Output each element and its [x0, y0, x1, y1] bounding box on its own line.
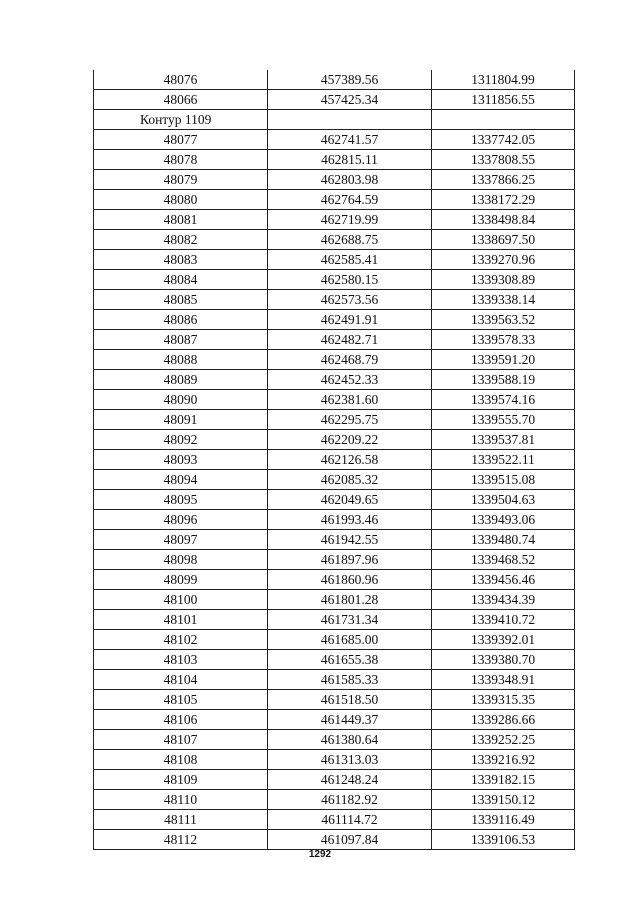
- table-row: [94, 790, 575, 810]
- y-coordinate-cell: 1339216.92: [432, 750, 575, 770]
- table-row: [94, 330, 575, 350]
- x-coordinate-cell: 461897.96: [268, 550, 432, 570]
- y-coordinate-cell: 1339308.89: [432, 270, 575, 290]
- y-coordinate-cell: 1311856.55: [432, 90, 575, 110]
- table-row: [94, 550, 575, 570]
- point-number-cell: 48101: [94, 610, 268, 630]
- point-number-cell: 48104: [94, 670, 268, 690]
- point-number-cell: 48095: [94, 490, 268, 510]
- point-number-cell: 48084: [94, 270, 268, 290]
- point-number-cell: 48103: [94, 650, 268, 670]
- y-coordinate-cell: 1339563.52: [432, 310, 575, 330]
- x-coordinate-cell: 461585.33: [268, 670, 432, 690]
- y-coordinate-cell: 1339504.63: [432, 490, 575, 510]
- point-number-cell: 48105: [94, 690, 268, 710]
- table-row: [94, 750, 575, 770]
- table-row: [94, 210, 575, 230]
- x-coordinate-cell: 461313.03: [268, 750, 432, 770]
- x-coordinate-cell: 462491.91: [268, 310, 432, 330]
- table-row: [94, 510, 575, 530]
- y-coordinate-cell: 1339252.25: [432, 730, 575, 750]
- y-coordinate-cell: 1339182.15: [432, 770, 575, 790]
- table-row: [94, 170, 575, 190]
- point-number-cell: 48102: [94, 630, 268, 650]
- x-coordinate-cell: 457425.34: [268, 90, 432, 110]
- y-coordinate-cell: 1339468.52: [432, 550, 575, 570]
- point-number-cell: 48096: [94, 510, 268, 530]
- point-number-cell: 48087: [94, 330, 268, 350]
- table-row: [94, 190, 575, 210]
- table-row: [94, 490, 575, 510]
- x-coordinate-cell: 462764.59: [268, 190, 432, 210]
- x-coordinate-cell: 462209.22: [268, 430, 432, 450]
- point-number-cell: 48098: [94, 550, 268, 570]
- x-coordinate-cell: 462580.15: [268, 270, 432, 290]
- point-number-cell: 48094: [94, 470, 268, 490]
- x-coordinate-cell: 461248.24: [268, 770, 432, 790]
- point-number-cell: 48109: [94, 770, 268, 790]
- y-coordinate-cell: 1339515.08: [432, 470, 575, 490]
- table-row: [94, 270, 575, 290]
- contour-header-row: [94, 110, 575, 130]
- table-row: [94, 250, 575, 270]
- point-number-cell: 48093: [94, 450, 268, 470]
- x-coordinate-cell: 461380.64: [268, 730, 432, 750]
- y-coordinate-cell: 1339338.14: [432, 290, 575, 310]
- y-coordinate-cell: 1339348.91: [432, 670, 575, 690]
- table-row: [94, 770, 575, 790]
- x-coordinate-cell: 461182.92: [268, 790, 432, 810]
- x-coordinate-cell: 462585.41: [268, 250, 432, 270]
- x-coordinate-cell: 462468.79: [268, 350, 432, 370]
- x-coordinate-cell: 461942.55: [268, 530, 432, 550]
- table-row: [94, 610, 575, 630]
- table-row: [94, 690, 575, 710]
- table-row: [94, 470, 575, 490]
- point-number-cell: 48082: [94, 230, 268, 250]
- table-row: [94, 370, 575, 390]
- y-coordinate-cell: 1339591.20: [432, 350, 575, 370]
- point-number-cell: 48092: [94, 430, 268, 450]
- point-number-cell: 48076: [94, 70, 268, 90]
- y-coordinate-cell: 1339574.16: [432, 390, 575, 410]
- point-number-cell: 48077: [94, 130, 268, 150]
- x-coordinate-cell: 462452.33: [268, 370, 432, 390]
- y-coordinate-cell: 1339456.46: [432, 570, 575, 590]
- point-number-cell: 48111: [94, 810, 268, 830]
- point-number-cell: 48112: [94, 830, 268, 850]
- x-coordinate-cell: 461518.50: [268, 690, 432, 710]
- y-coordinate-cell: 1339493.06: [432, 510, 575, 530]
- y-coordinate-cell: 1339315.35: [432, 690, 575, 710]
- empty-cell: [268, 110, 432, 130]
- table-row: [94, 390, 575, 410]
- x-coordinate-cell: 462381.60: [268, 390, 432, 410]
- x-coordinate-cell: 462482.71: [268, 330, 432, 350]
- y-coordinate-cell: 1338498.84: [432, 210, 575, 230]
- x-coordinate-cell: 461731.34: [268, 610, 432, 630]
- y-coordinate-cell: 1339410.72: [432, 610, 575, 630]
- table-row: [94, 730, 575, 750]
- point-number-cell: 48106: [94, 710, 268, 730]
- x-coordinate-cell: 457389.56: [268, 70, 432, 90]
- table-row: [94, 350, 575, 370]
- x-coordinate-cell: 461097.84: [268, 830, 432, 850]
- x-coordinate-cell: 461860.96: [268, 570, 432, 590]
- x-coordinate-cell: 461449.37: [268, 710, 432, 730]
- coordinates-table-body: [94, 70, 575, 850]
- table-row: [94, 630, 575, 650]
- table-row: [94, 450, 575, 470]
- x-coordinate-cell: 462803.98: [268, 170, 432, 190]
- y-coordinate-cell: 1339537.81: [432, 430, 575, 450]
- table-row: [94, 430, 575, 450]
- y-coordinate-cell: 1339555.70: [432, 410, 575, 430]
- x-coordinate-cell: 462815.11: [268, 150, 432, 170]
- y-coordinate-cell: 1339286.66: [432, 710, 575, 730]
- table-row: [94, 90, 575, 110]
- x-coordinate-cell: 462085.32: [268, 470, 432, 490]
- x-coordinate-cell: 461114.72: [268, 810, 432, 830]
- table-row: [94, 670, 575, 690]
- y-coordinate-cell: 1339380.70: [432, 650, 575, 670]
- y-coordinate-cell: 1339480.74: [432, 530, 575, 550]
- coordinates-table: [93, 70, 575, 850]
- y-coordinate-cell: 1339392.01: [432, 630, 575, 650]
- table-row: [94, 710, 575, 730]
- x-coordinate-cell: 462049.65: [268, 490, 432, 510]
- table-row: [94, 830, 575, 850]
- y-coordinate-cell: 1337866.25: [432, 170, 575, 190]
- x-coordinate-cell: 461655.38: [268, 650, 432, 670]
- table-row: [94, 290, 575, 310]
- y-coordinate-cell: 1338697.50: [432, 230, 575, 250]
- table-row: [94, 310, 575, 330]
- point-number-cell: 48066: [94, 90, 268, 110]
- point-number-cell: 48081: [94, 210, 268, 230]
- table-row: [94, 230, 575, 250]
- y-coordinate-cell: 1339522.11: [432, 450, 575, 470]
- x-coordinate-cell: 461801.28: [268, 590, 432, 610]
- point-number-cell: 48086: [94, 310, 268, 330]
- y-coordinate-cell: 1339270.96: [432, 250, 575, 270]
- point-number-cell: 48091: [94, 410, 268, 430]
- point-number-cell: 48088: [94, 350, 268, 370]
- table-row: [94, 530, 575, 550]
- empty-cell: [432, 110, 575, 130]
- table-row: [94, 650, 575, 670]
- table-row: [94, 70, 575, 90]
- table-row: [94, 810, 575, 830]
- point-number-cell: 48085: [94, 290, 268, 310]
- y-coordinate-cell: 1338172.29: [432, 190, 575, 210]
- x-coordinate-cell: 461685.00: [268, 630, 432, 650]
- x-coordinate-cell: 462295.75: [268, 410, 432, 430]
- point-number-cell: 48107: [94, 730, 268, 750]
- x-coordinate-cell: 462126.58: [268, 450, 432, 470]
- y-coordinate-cell: 1339116.49: [432, 810, 575, 830]
- point-number-cell: 48097: [94, 530, 268, 550]
- x-coordinate-cell: 462741.57: [268, 130, 432, 150]
- table-row: [94, 590, 575, 610]
- table-row: [94, 410, 575, 430]
- point-number-cell: 48079: [94, 170, 268, 190]
- y-coordinate-cell: 1311804.99: [432, 70, 575, 90]
- x-coordinate-cell: 462688.75: [268, 230, 432, 250]
- y-coordinate-cell: 1339578.33: [432, 330, 575, 350]
- table-row: [94, 570, 575, 590]
- point-number-cell: 48089: [94, 370, 268, 390]
- table-row: [94, 130, 575, 150]
- x-coordinate-cell: 462573.56: [268, 290, 432, 310]
- point-number-cell: 48080: [94, 190, 268, 210]
- table-row: [94, 150, 575, 170]
- point-number-cell: 48110: [94, 790, 268, 810]
- y-coordinate-cell: 1339106.53: [432, 830, 575, 850]
- y-coordinate-cell: 1337742.05: [432, 130, 575, 150]
- contour-label: Контур 1109: [94, 110, 268, 130]
- x-coordinate-cell: 462719.99: [268, 210, 432, 230]
- y-coordinate-cell: 1339588.19: [432, 370, 575, 390]
- point-number-cell: 48108: [94, 750, 268, 770]
- y-coordinate-cell: 1339150.12: [432, 790, 575, 810]
- point-number-cell: 48099: [94, 570, 268, 590]
- point-number-cell: 48090: [94, 390, 268, 410]
- point-number-cell: 48078: [94, 150, 268, 170]
- y-coordinate-cell: 1339434.39: [432, 590, 575, 610]
- point-number-cell: 48100: [94, 590, 268, 610]
- x-coordinate-cell: 461993.46: [268, 510, 432, 530]
- y-coordinate-cell: 1337808.55: [432, 150, 575, 170]
- point-number-cell: 48083: [94, 250, 268, 270]
- page-number: 1292: [308, 849, 332, 860]
